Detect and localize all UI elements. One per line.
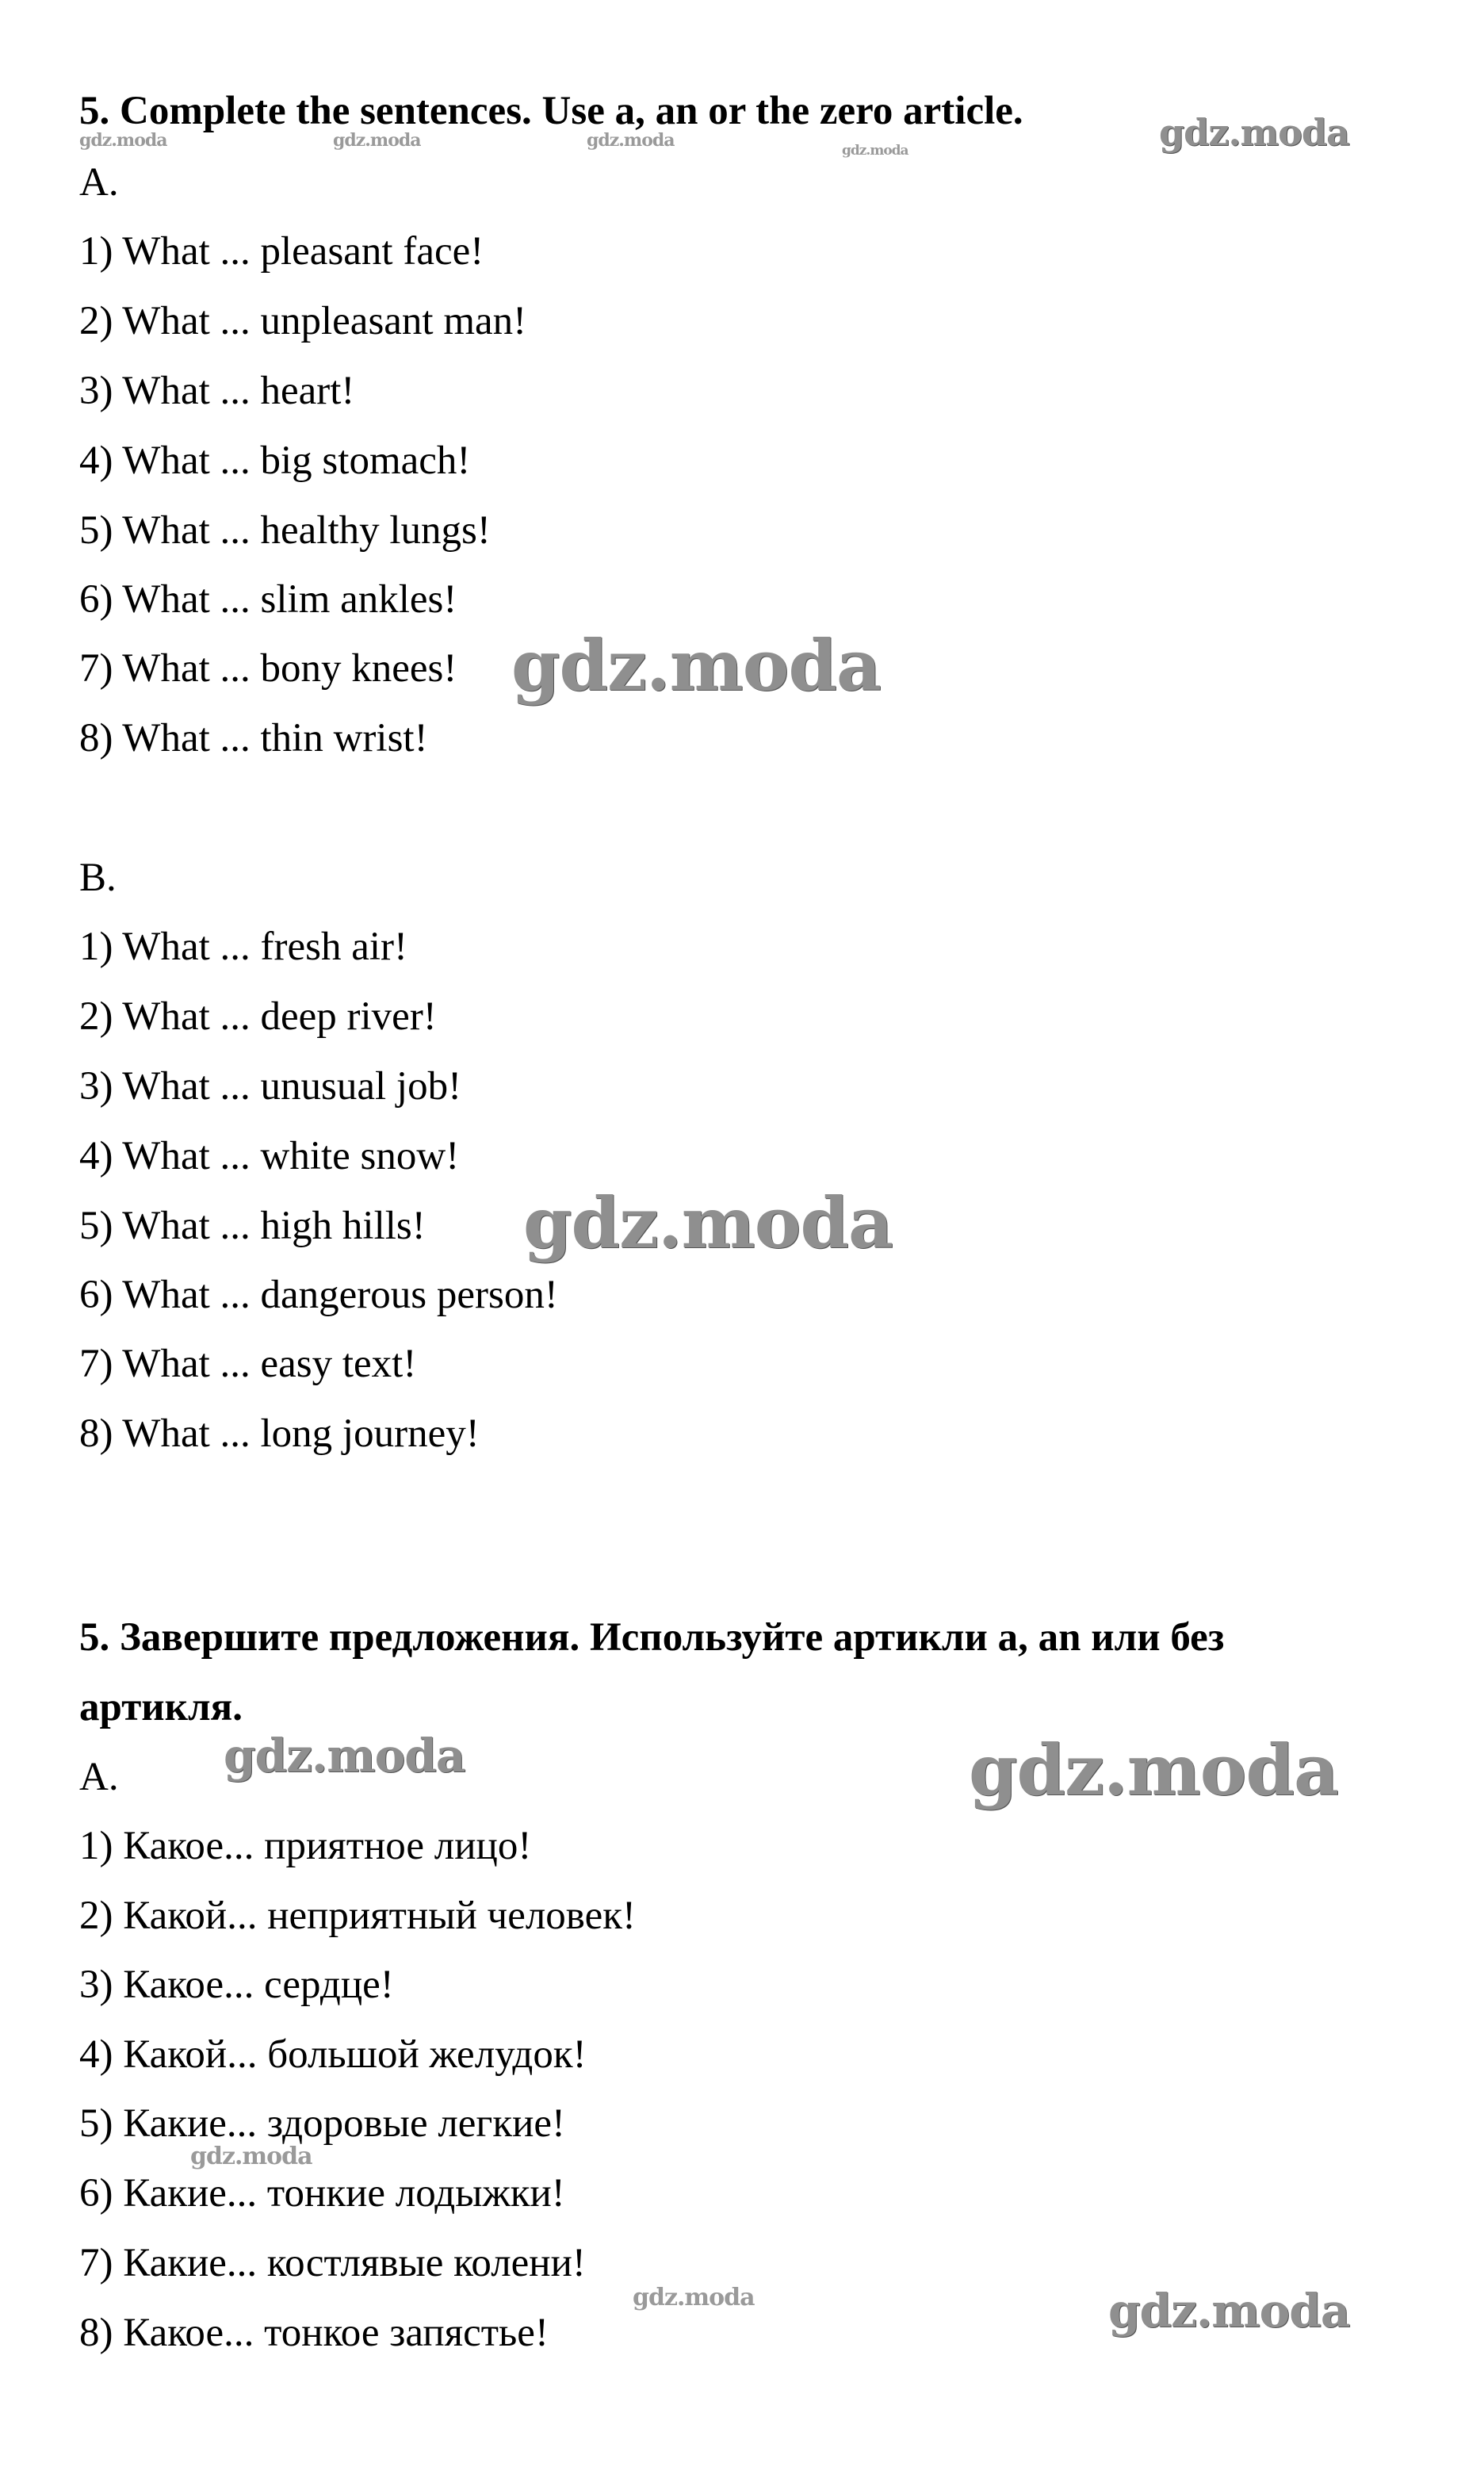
- list-item: 2) Какой... неприятный человек!: [79, 1894, 636, 1938]
- part-b-label: B.: [79, 856, 117, 900]
- list-item: 4) What ... big stomach!: [79, 439, 471, 483]
- watermark: gdz.moda: [523, 1182, 893, 1264]
- list-item: 1) Какое... приятное лицо!: [79, 1824, 532, 1868]
- watermark: gdz.moda: [587, 130, 675, 151]
- list-item: 8) What ... long journey!: [79, 1411, 480, 1456]
- list-item: 3) Какое... сердце!: [79, 1963, 394, 2007]
- watermark: gdz.moda: [842, 143, 908, 159]
- list-item: 7) What ... easy text!: [79, 1342, 417, 1386]
- list-item: 3) What ... unusual job!: [79, 1064, 462, 1109]
- list-item: 2) What ... deep river!: [79, 994, 437, 1039]
- list-item: 1) What ... pleasant face!: [79, 229, 484, 274]
- watermark: gdz.moda: [633, 2284, 755, 2311]
- watermark: gdz.moda: [224, 1729, 465, 1783]
- list-item: 8) Какое... тонкое запястье!: [79, 2311, 549, 2355]
- watermark: gdz.moda: [1159, 111, 1349, 154]
- english-heading: 5. Complete the sentences. Use a, an or the zero article.: [79, 89, 1023, 133]
- watermark: gdz.moda: [333, 130, 421, 151]
- list-item: 5) What ... high hills!: [79, 1204, 426, 1248]
- russian-part-a-label: A.: [79, 1755, 119, 1799]
- watermark: gdz.moda: [1108, 2284, 1350, 2338]
- list-item: 6) What ... slim ankles!: [79, 577, 457, 622]
- list-item: 5) Какие... здоровые легкие!: [79, 2101, 566, 2146]
- list-item: 8) What ... thin wrist!: [79, 716, 428, 760]
- watermark: gdz.moda: [511, 624, 882, 707]
- list-item: 5) What ... healthy lungs!: [79, 508, 491, 553]
- list-item: 6) Какие... тонкие лодыжки!: [79, 2171, 565, 2216]
- russian-heading-line1: 5. Завершите предложения. Используйте артикли a, an или без: [79, 1615, 1225, 1660]
- list-item: 7) What ... bony knees!: [79, 646, 457, 691]
- part-a-label: A.: [79, 160, 119, 205]
- watermark: gdz.moda: [969, 1729, 1339, 1811]
- list-item: 6) What ... dangerous person!: [79, 1273, 558, 1317]
- list-item: 2) What ... unpleasant man!: [79, 299, 527, 343]
- russian-heading-line2: артикля.: [79, 1685, 243, 1729]
- list-item: 7) Какие... костлявые колени!: [79, 2241, 586, 2285]
- watermark: gdz.moda: [79, 130, 167, 151]
- list-item: 4) Какой... большой желудок!: [79, 2032, 587, 2077]
- list-item: 3) What ... heart!: [79, 369, 355, 413]
- list-item: 4) What ... white snow!: [79, 1134, 460, 1178]
- list-item: 1) What ... fresh air!: [79, 925, 407, 969]
- watermark: gdz.moda: [190, 2143, 312, 2170]
